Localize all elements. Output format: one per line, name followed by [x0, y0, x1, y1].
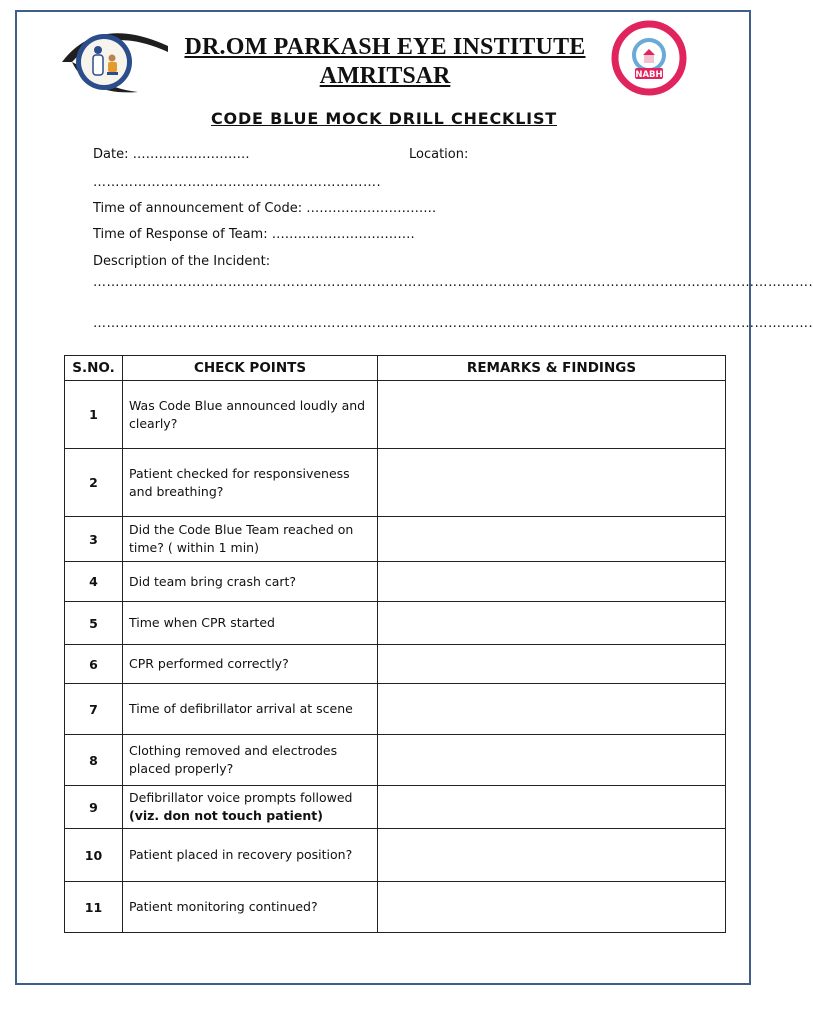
row-check-point: Did the Code Blue Team reached on time? ( within 1 min) [123, 517, 378, 562]
institute-city: AMRITSAR [319, 63, 451, 89]
table-row [65, 645, 726, 684]
incident-description-label: Description of the Incident: [93, 254, 271, 269]
date-field[interactable]: Date: ……………………… [93, 147, 250, 162]
table-row [65, 602, 726, 645]
table-row [65, 786, 726, 829]
row-remarks-cell[interactable] [378, 645, 726, 684]
row-sno: 10 [65, 829, 123, 882]
row-sno: 8 [65, 735, 123, 786]
incident-description-line-1[interactable]: ……………………………………………………………………………………………………………………………………………. [93, 275, 813, 290]
row-sno: 6 [65, 645, 123, 684]
location-field[interactable]: Location: [409, 147, 469, 162]
row-check-point: Clothing removed and electrodes placed properly? [123, 735, 378, 786]
row-remarks-cell[interactable] [378, 381, 726, 449]
row-check-point: CPR performed correctly? [123, 645, 378, 684]
row-remarks-cell[interactable] [378, 829, 726, 882]
row-check-point-note: (viz. don not touch patient) [129, 808, 323, 823]
row-remarks-cell[interactable] [378, 562, 726, 602]
table-row [65, 735, 726, 786]
row-remarks-cell[interactable] [378, 786, 726, 829]
row-check-point [123, 786, 378, 829]
row-remarks-cell[interactable] [378, 735, 726, 786]
location-line: ………………………………………………………. [93, 175, 382, 190]
row-check-point: Was Code Blue announced loudly and clearly? [123, 381, 378, 449]
row-check-point: Time when CPR started [123, 602, 378, 645]
nabh-badge-icon [600, 22, 698, 94]
table-row [65, 829, 726, 882]
eye-institute-logo [58, 18, 176, 102]
checklist-table [64, 355, 726, 933]
table-row [65, 684, 726, 735]
table-row [65, 517, 726, 562]
row-sno: 2 [65, 449, 123, 517]
row-remarks-cell[interactable] [378, 602, 726, 645]
row-sno: 9 [65, 786, 123, 829]
header-check-points: CHECK POINTS [123, 356, 378, 381]
row-sno: 3 [65, 517, 123, 562]
row-check-point: Patient placed in recovery position? [123, 829, 378, 882]
incident-description-line-2[interactable]: ……………………………………………………………………………………………………………………………………………. [93, 316, 813, 331]
table-row [65, 449, 726, 517]
table-row [65, 882, 726, 933]
header-sno: S.NO. [65, 356, 123, 381]
row-sno: 11 [65, 882, 123, 933]
row-check-point-text: Defibrillator voice prompts followed [129, 790, 353, 805]
row-sno: 4 [65, 562, 123, 602]
row-check-point: Time of defibrillator arrival at scene [123, 684, 378, 735]
row-sno: 7 [65, 684, 123, 735]
row-check-point: Patient checked for responsiveness and breathing? [123, 449, 378, 517]
table-row [65, 381, 726, 449]
response-time-field[interactable]: Time of Response of Team: …………………………… [93, 227, 415, 242]
table-row [65, 562, 726, 602]
row-check-point: Did team bring crash cart? [123, 562, 378, 602]
row-sno: 1 [65, 381, 123, 449]
row-remarks-cell[interactable] [378, 517, 726, 562]
row-remarks-cell[interactable] [378, 449, 726, 517]
row-sno: 5 [65, 602, 123, 645]
table-header-row [65, 356, 726, 381]
institute-name: DR.OM PARKASH EYE INSTITUTE [184, 34, 586, 60]
announcement-time-field[interactable]: Time of announcement of Code: ………………………… [93, 201, 437, 216]
row-remarks-cell[interactable] [378, 684, 726, 735]
svg-text:NABH: NABH [635, 70, 663, 80]
row-remarks-cell[interactable] [378, 882, 726, 933]
row-check-point: Patient monitoring continued? [123, 882, 378, 933]
page-title: CODE BLUE MOCK DRILL CHECKLIST [211, 109, 557, 128]
header-remarks: REMARKS & FINDINGS [378, 356, 726, 381]
